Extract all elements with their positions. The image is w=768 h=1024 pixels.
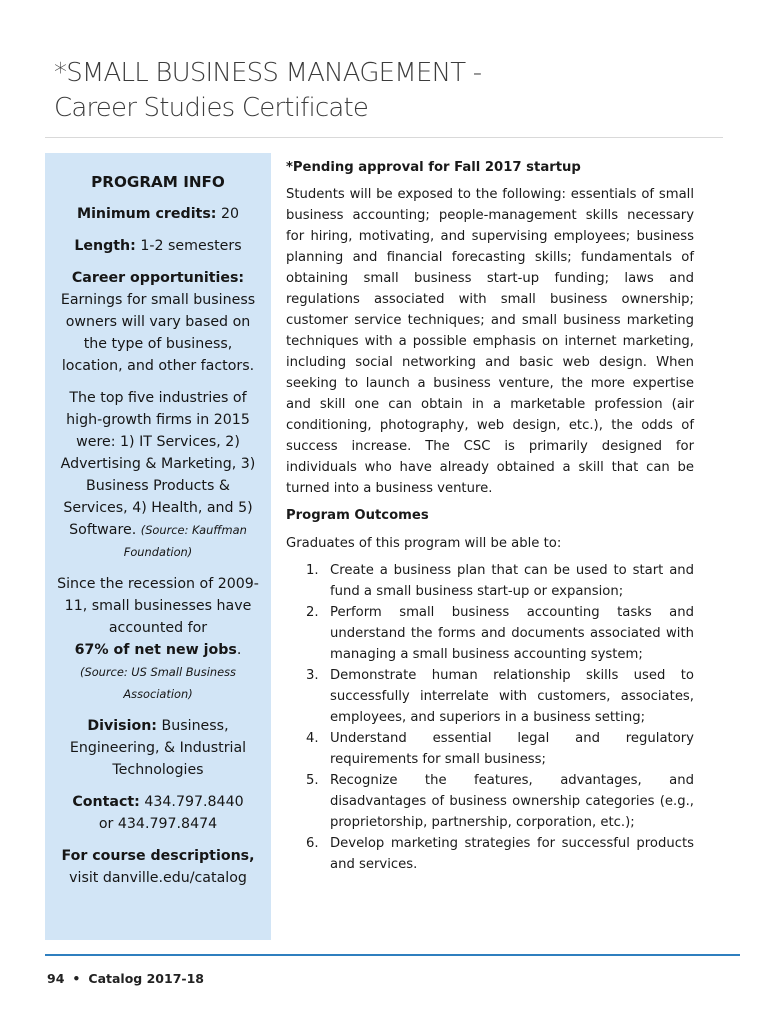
outcome-text: Create a business plan that can be used to start and fund a small business start-up or expansion;	[330, 563, 694, 599]
page-number: 94	[47, 971, 65, 986]
page-title	[54, 56, 714, 126]
program-info-heading: PROGRAM INFO	[91, 173, 225, 191]
footer-separator: •	[72, 971, 81, 986]
outcome-text: Perform small business accounting tasks and understand the forms and documents associated with managing a small business accounting system;	[330, 605, 694, 662]
course-descriptions	[55, 845, 261, 889]
course-label: For course descriptions,	[61, 848, 255, 864]
min-credits-label: Minimum credits:	[76, 206, 217, 222]
outcomes-heading: Program Outcomes	[286, 508, 429, 523]
career-opportunities	[55, 267, 261, 377]
min-credits	[55, 203, 261, 225]
program-info-sidebar	[45, 153, 271, 940]
min-credits-value: 20	[216, 206, 240, 222]
outcome-item	[286, 728, 694, 770]
contact	[55, 791, 261, 835]
outcome-item	[286, 602, 694, 665]
outcome-item	[286, 560, 694, 602]
page-footer	[47, 971, 204, 986]
career-label: Career opportunities:	[71, 270, 245, 286]
outcome-item	[286, 770, 694, 833]
length	[55, 235, 261, 257]
course-link[interactable]: visit danville.edu/catalog	[69, 870, 247, 886]
title-line-2: Career Studies Certificate	[54, 93, 369, 123]
outcomes-list	[286, 560, 694, 875]
division-value: Business, Engineering, & Industrial Technologies	[69, 718, 247, 778]
footer-divider	[45, 954, 740, 956]
outcome-number: 4.	[306, 731, 319, 746]
outcome-number: 2.	[306, 605, 319, 620]
pending-notice: *Pending approval for Fall 2017 startup	[286, 160, 581, 175]
outcome-number: 5.	[306, 773, 319, 788]
industries	[55, 387, 261, 563]
contact-phone-2: or 434.797.8474	[98, 816, 218, 832]
recession-stat	[55, 573, 261, 705]
title-divider	[45, 137, 723, 138]
outcome-item	[286, 833, 694, 875]
outcome-text: Recognize the features, advantages, and disadvantages of business ownership categories (e.g., proprietorship, partnership, corporation, etc.);	[330, 773, 694, 830]
division-label: Division:	[87, 718, 157, 734]
description-paragraph: Students will be exposed to the following: essentials of small business accounting; people-management skills necessary for hiring, motivating, and supervising employees; business planning and financial forecasting skills; fundamentals of obtaining small business start-up funding; laws and regulations associated with small business ownership; customer service techniques; and small business marketing techniques with a possible emphasis on internet marketing, including social networking and basic web design. When seeking to launch a business venture, the more expertise and skill one can obtain in a marketable profession (air conditioning, photography, web design, etc.), the odds of success increase. The CSC is primarily designed for individuals who have already obtained a skill that can be turned into a business venture.	[286, 187, 694, 496]
outcome-text: Demonstrate human relationship skills used to successfully interrelate with customers, associates, employees, and superiors in a business setting;	[330, 668, 694, 725]
outcome-number: 1.	[306, 563, 319, 578]
outcomes-intro: Graduates of this program will be able to:	[286, 536, 562, 551]
length-value: 1-2 semesters	[135, 238, 242, 254]
contact-phone-1: 434.797.8440	[139, 794, 244, 810]
outcome-text: Understand essential legal and regulatory requirements for small business;	[330, 731, 694, 767]
title-line-1: *SMALL BUSINESS MANAGEMENT -	[54, 58, 482, 88]
industries-text: The top five industries of high-growth firms in 2015 were: 1) IT Services, 2) Advertising & Marketing, 3) Business Products & Services, 4) Health, and 5) Software.	[60, 390, 256, 538]
division	[55, 715, 261, 781]
outcome-number: 3.	[306, 668, 319, 683]
program-description	[286, 157, 694, 875]
recession-text: Since the recession of 2009-11, small businesses have accounted for	[57, 576, 259, 636]
outcome-number: 6.	[306, 836, 319, 851]
recession-bold: 67% of net new jobs	[74, 642, 237, 658]
industries-source: (Source: Kauffman Foundation)	[123, 523, 247, 559]
length-label: Length:	[74, 238, 136, 254]
outcome-item	[286, 665, 694, 728]
career-text: Earnings for small business owners will vary based on the type of business, location, and other factors.	[60, 292, 256, 374]
outcome-text: Develop marketing strategies for successful products and services.	[330, 836, 694, 872]
catalog-label: Catalog 2017-18	[88, 971, 204, 986]
recession-period: .	[236, 642, 242, 658]
recession-source: (Source: US Small Business Association)	[80, 665, 236, 701]
contact-label: Contact:	[72, 794, 140, 810]
